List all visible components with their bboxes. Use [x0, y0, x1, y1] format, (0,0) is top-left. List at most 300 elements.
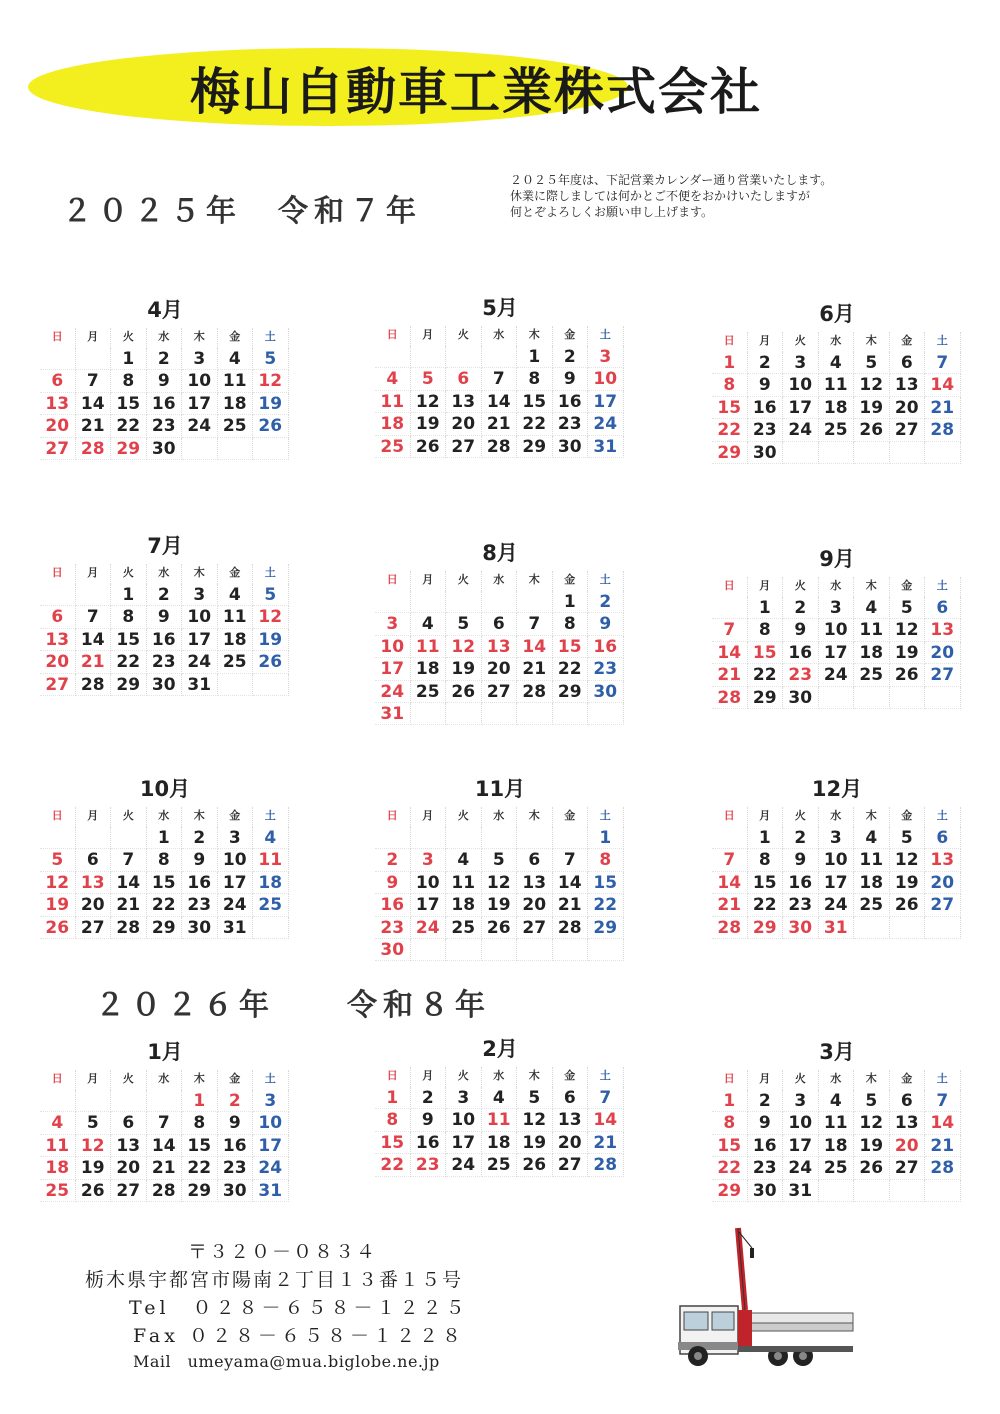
weekday-header: 月: [411, 571, 447, 591]
day-cell: 12: [76, 1135, 112, 1157]
tel-number: ０２８－６５８－１２２５: [192, 1297, 469, 1319]
day-cell: 11: [819, 1112, 855, 1134]
day-cell: 26: [40, 917, 76, 939]
empty-cell: [925, 917, 961, 939]
day-cell: 5: [411, 368, 447, 390]
day-cell: 20: [446, 413, 482, 435]
weekday-header: 水: [482, 326, 518, 346]
day-cell: 12: [890, 849, 926, 871]
day-cell: 10: [218, 849, 254, 871]
day-cell: 22: [111, 651, 147, 673]
day-cell: 10: [783, 374, 819, 396]
day-cell: 23: [588, 658, 624, 680]
empty-cell: [40, 827, 76, 849]
weekday-header: 土: [253, 807, 289, 827]
day-cell: 5: [890, 827, 926, 849]
day-cell: 25: [375, 436, 411, 458]
day-cell: 31: [819, 917, 855, 939]
weekday-header: 水: [819, 807, 855, 827]
day-cell: 11: [482, 1109, 518, 1131]
weekday-header: 火: [783, 807, 819, 827]
day-cell: 27: [517, 917, 553, 939]
month-title: 7月: [147, 534, 183, 558]
day-cell: 9: [588, 613, 624, 635]
day-cell: 8: [111, 606, 147, 628]
day-cell: 17: [253, 1135, 289, 1157]
day-cell: 28: [925, 419, 961, 441]
day-cell: 10: [411, 872, 447, 894]
day-cell: 6: [40, 370, 76, 392]
day-cell: 11: [819, 374, 855, 396]
day-cell: 2: [748, 352, 784, 374]
day-cell: 5: [76, 1112, 112, 1134]
day-cell: 28: [482, 436, 518, 458]
day-cell: 3: [411, 849, 447, 871]
day-cell: 23: [147, 415, 183, 437]
street-address: 栃木県宇都宮市陽南２丁目１３番１５号: [85, 1269, 464, 1291]
day-cell: 30: [748, 442, 784, 464]
day-cell: 8: [147, 849, 183, 871]
phone-line: [85, 1293, 555, 1321]
day-cell: 15: [748, 642, 784, 664]
day-cell: 28: [76, 674, 112, 696]
day-cell: 27: [890, 1157, 926, 1179]
weekday-header: 水: [147, 564, 183, 584]
day-cell: 18: [854, 872, 890, 894]
empty-cell: [482, 591, 518, 613]
weekday-header: 木: [182, 807, 218, 827]
day-cell: 26: [890, 664, 926, 686]
day-cell: 9: [748, 374, 784, 396]
day-cell: 23: [411, 1154, 447, 1176]
day-cell: 23: [182, 894, 218, 916]
weekday-header: 金: [553, 1067, 589, 1087]
postal-code: 〒３２０－０８３４: [188, 1241, 378, 1263]
empty-cell: [446, 827, 482, 849]
month-grid: [712, 807, 962, 939]
day-cell: 22: [588, 894, 624, 916]
weekday-header: 火: [111, 328, 147, 348]
day-cell: 17: [783, 1135, 819, 1157]
empty-cell: [111, 1090, 147, 1112]
day-cell: 14: [553, 872, 589, 894]
day-cell: 21: [147, 1157, 183, 1179]
day-cell: 5: [890, 597, 926, 619]
day-cell: 3: [253, 1090, 289, 1112]
day-cell: 10: [253, 1112, 289, 1134]
day-cell: 12: [446, 636, 482, 658]
month-title: 8月: [482, 541, 518, 565]
day-cell: 28: [517, 681, 553, 703]
empty-cell: [40, 584, 76, 606]
weekday-header: 日: [40, 1070, 76, 1090]
month-calendar: [375, 537, 625, 725]
day-cell: 15: [111, 393, 147, 415]
empty-cell: [890, 917, 926, 939]
day-cell: 29: [517, 436, 553, 458]
weekday-header: 月: [76, 807, 112, 827]
day-cell: 15: [553, 636, 589, 658]
day-cell: 24: [819, 894, 855, 916]
day-cell: 28: [712, 687, 748, 709]
day-cell: 18: [40, 1157, 76, 1179]
day-cell: 2: [588, 591, 624, 613]
day-cell: 19: [890, 872, 926, 894]
empty-cell: [925, 687, 961, 709]
day-cell: 21: [517, 658, 553, 680]
day-cell: 20: [925, 872, 961, 894]
day-cell: 11: [446, 872, 482, 894]
day-cell: 9: [182, 849, 218, 871]
empty-cell: [783, 442, 819, 464]
weekday-header: 土: [253, 1070, 289, 1090]
day-cell: 29: [111, 674, 147, 696]
day-cell: 19: [890, 642, 926, 664]
day-cell: 31: [218, 917, 254, 939]
weekday-header: 土: [925, 807, 961, 827]
empty-cell: [76, 584, 112, 606]
day-cell: 27: [446, 436, 482, 458]
day-cell: 7: [147, 1112, 183, 1134]
day-cell: 20: [553, 1132, 589, 1154]
month-title: 9月: [819, 547, 855, 571]
month-calendar: [40, 1036, 290, 1202]
day-cell: 23: [783, 894, 819, 916]
weekday-header: 日: [375, 326, 411, 346]
day-cell: 28: [553, 917, 589, 939]
weekday-header: 木: [517, 1067, 553, 1087]
month-calendar: [375, 773, 625, 961]
day-cell: 15: [712, 397, 748, 419]
day-cell: 15: [182, 1135, 218, 1157]
empty-cell: [375, 346, 411, 368]
day-cell: 16: [375, 894, 411, 916]
empty-cell: [482, 703, 518, 725]
weekday-header: 木: [517, 807, 553, 827]
month-title: 4月: [147, 298, 183, 322]
weekday-header: 火: [111, 564, 147, 584]
day-cell: 28: [712, 917, 748, 939]
notice-line: 休業に際しましては何かとご不便をおかけいたしますが: [510, 189, 811, 203]
day-cell: 3: [783, 352, 819, 374]
day-cell: 29: [588, 917, 624, 939]
day-cell: 5: [253, 348, 289, 370]
day-cell: 9: [411, 1109, 447, 1131]
day-cell: 16: [147, 393, 183, 415]
fax-number: ０２８－６５８－１２２８: [188, 1325, 465, 1347]
day-cell: 28: [588, 1154, 624, 1176]
day-cell: 31: [588, 436, 624, 458]
day-cell: 19: [253, 393, 289, 415]
weekday-header: 土: [588, 571, 624, 591]
day-cell: 23: [783, 664, 819, 686]
day-cell: 14: [76, 393, 112, 415]
day-cell: 12: [482, 872, 518, 894]
weekday-header: 木: [182, 328, 218, 348]
day-cell: 24: [182, 415, 218, 437]
day-cell: 9: [375, 872, 411, 894]
empty-cell: [890, 1180, 926, 1202]
day-cell: 5: [517, 1087, 553, 1109]
day-cell: 12: [40, 872, 76, 894]
day-cell: 24: [253, 1157, 289, 1179]
day-cell: 26: [253, 651, 289, 673]
day-cell: 7: [111, 849, 147, 871]
day-cell: 3: [182, 348, 218, 370]
day-cell: 24: [783, 419, 819, 441]
day-cell: 24: [783, 1157, 819, 1179]
empty-cell: [375, 827, 411, 849]
day-cell: 23: [748, 419, 784, 441]
day-cell: 16: [588, 636, 624, 658]
day-cell: 21: [925, 397, 961, 419]
weekday-header: 土: [925, 332, 961, 352]
day-cell: 8: [748, 619, 784, 641]
day-cell: 24: [411, 917, 447, 939]
day-cell: 17: [819, 872, 855, 894]
day-cell: 22: [553, 658, 589, 680]
mail-label: Mail: [133, 1352, 172, 1371]
month-calendar: [375, 292, 625, 458]
weekday-header: 土: [253, 564, 289, 584]
year-title-2026: ２０２６年 令和８年: [95, 988, 491, 1023]
empty-cell: [553, 703, 589, 725]
day-cell: 29: [748, 687, 784, 709]
day-cell: 26: [411, 436, 447, 458]
day-cell: 25: [446, 917, 482, 939]
day-cell: 2: [182, 827, 218, 849]
day-cell: 12: [411, 391, 447, 413]
month-title: 10月: [139, 777, 191, 801]
empty-cell: [253, 674, 289, 696]
empty-cell: [890, 687, 926, 709]
day-cell: 19: [854, 397, 890, 419]
day-cell: 17: [588, 391, 624, 413]
day-cell: 19: [411, 413, 447, 435]
day-cell: 12: [517, 1109, 553, 1131]
empty-cell: [482, 827, 518, 849]
day-cell: 2: [783, 597, 819, 619]
day-cell: 20: [890, 397, 926, 419]
weekday-header: 木: [182, 564, 218, 584]
day-cell: 30: [553, 436, 589, 458]
tel-label: Tel: [129, 1297, 170, 1319]
day-cell: 28: [925, 1157, 961, 1179]
weekday-header: 金: [218, 328, 254, 348]
day-cell: 6: [76, 849, 112, 871]
day-cell: 7: [482, 368, 518, 390]
day-cell: 30: [182, 917, 218, 939]
day-cell: 11: [411, 636, 447, 658]
weekday-header: 火: [783, 577, 819, 597]
day-cell: 6: [482, 613, 518, 635]
crane-truck-image: [668, 1218, 858, 1378]
day-cell: 1: [375, 1087, 411, 1109]
day-cell: 11: [854, 619, 890, 641]
day-cell: 16: [553, 391, 589, 413]
day-cell: 2: [375, 849, 411, 871]
weekday-header: 金: [890, 332, 926, 352]
day-cell: 9: [218, 1112, 254, 1134]
weekday-header: 土: [925, 1070, 961, 1090]
empty-cell: [482, 939, 518, 961]
day-cell: 27: [553, 1154, 589, 1176]
day-cell: 14: [712, 872, 748, 894]
empty-cell: [446, 939, 482, 961]
weekday-header: 水: [482, 807, 518, 827]
day-cell: 6: [890, 352, 926, 374]
day-cell: 29: [147, 917, 183, 939]
day-cell: 2: [783, 827, 819, 849]
day-cell: 6: [925, 827, 961, 849]
day-cell: 11: [218, 370, 254, 392]
day-cell: 4: [819, 1090, 855, 1112]
empty-cell: [588, 703, 624, 725]
mail-line: [85, 1349, 555, 1375]
day-cell: 29: [712, 1180, 748, 1202]
day-cell: 18: [819, 397, 855, 419]
month-grid: [40, 328, 290, 460]
weekday-header: 日: [375, 571, 411, 591]
weekday-header: 木: [854, 807, 890, 827]
empty-cell: [925, 1180, 961, 1202]
day-cell: 30: [375, 939, 411, 961]
day-cell: 25: [218, 651, 254, 673]
empty-cell: [76, 1090, 112, 1112]
month-calendar: [712, 298, 962, 464]
day-cell: 21: [712, 894, 748, 916]
day-cell: 7: [517, 613, 553, 635]
empty-cell: [411, 939, 447, 961]
day-cell: 6: [553, 1087, 589, 1109]
weekday-header: 金: [890, 577, 926, 597]
day-cell: 3: [783, 1090, 819, 1112]
fax-line: [85, 1321, 555, 1349]
empty-cell: [446, 346, 482, 368]
day-cell: 1: [712, 1090, 748, 1112]
empty-cell: [588, 939, 624, 961]
day-cell: 1: [553, 591, 589, 613]
weekday-header: 金: [553, 326, 589, 346]
day-cell: 24: [218, 894, 254, 916]
day-cell: 30: [783, 687, 819, 709]
weekday-header: 土: [588, 326, 624, 346]
empty-cell: [411, 827, 447, 849]
day-cell: 21: [111, 894, 147, 916]
day-cell: 4: [218, 348, 254, 370]
weekday-header: 火: [446, 1067, 482, 1087]
weekday-header: 月: [76, 1070, 112, 1090]
month-title: 1月: [147, 1040, 183, 1064]
day-cell: 4: [375, 368, 411, 390]
empty-cell: [40, 348, 76, 370]
day-cell: 3: [819, 827, 855, 849]
day-cell: 18: [446, 894, 482, 916]
month-grid: [375, 571, 625, 725]
day-cell: 31: [375, 703, 411, 725]
day-cell: 17: [182, 629, 218, 651]
day-cell: 13: [482, 636, 518, 658]
day-cell: 19: [446, 658, 482, 680]
day-cell: 4: [446, 849, 482, 871]
empty-cell: [517, 827, 553, 849]
empty-cell: [712, 597, 748, 619]
day-cell: 26: [446, 681, 482, 703]
day-cell: 10: [446, 1109, 482, 1131]
empty-cell: [411, 703, 447, 725]
day-cell: 20: [925, 642, 961, 664]
weekday-header: 水: [147, 328, 183, 348]
day-cell: 28: [76, 438, 112, 460]
day-cell: 13: [553, 1109, 589, 1131]
day-cell: 10: [588, 368, 624, 390]
month-title: 12月: [811, 777, 863, 801]
day-cell: 19: [482, 894, 518, 916]
day-cell: 10: [182, 370, 218, 392]
empty-cell: [819, 442, 855, 464]
weekday-header: 月: [76, 328, 112, 348]
day-cell: 8: [375, 1109, 411, 1131]
day-cell: 1: [111, 584, 147, 606]
day-cell: 27: [890, 419, 926, 441]
day-cell: 7: [76, 370, 112, 392]
day-cell: 10: [182, 606, 218, 628]
day-cell: 13: [925, 619, 961, 641]
day-cell: 21: [588, 1132, 624, 1154]
month-calendar: [712, 543, 962, 709]
day-cell: 14: [76, 629, 112, 651]
day-cell: 8: [553, 613, 589, 635]
day-cell: 27: [925, 894, 961, 916]
weekday-header: 月: [748, 332, 784, 352]
weekday-header: 日: [712, 807, 748, 827]
day-cell: 4: [819, 352, 855, 374]
empty-cell: [446, 591, 482, 613]
day-cell: 7: [588, 1087, 624, 1109]
day-cell: 23: [553, 413, 589, 435]
day-cell: 22: [712, 419, 748, 441]
day-cell: 29: [748, 917, 784, 939]
day-cell: 21: [482, 413, 518, 435]
day-cell: 14: [925, 1112, 961, 1134]
day-cell: 21: [925, 1135, 961, 1157]
month-calendar: [40, 294, 290, 460]
weekday-header: 水: [482, 1067, 518, 1087]
day-cell: 10: [375, 636, 411, 658]
weekday-header: 日: [712, 332, 748, 352]
month-grid: [712, 577, 962, 709]
day-cell: 28: [111, 917, 147, 939]
day-cell: 12: [890, 619, 926, 641]
day-cell: 13: [890, 1112, 926, 1134]
day-cell: 31: [783, 1180, 819, 1202]
day-cell: 17: [783, 397, 819, 419]
weekday-header: 日: [40, 807, 76, 827]
day-cell: 13: [40, 393, 76, 415]
weekday-header: 火: [111, 807, 147, 827]
day-cell: 13: [76, 872, 112, 894]
day-cell: 7: [712, 619, 748, 641]
month-grid: [375, 326, 625, 458]
month-calendar: [40, 773, 290, 939]
day-cell: 18: [218, 393, 254, 415]
day-cell: 29: [182, 1180, 218, 1202]
day-cell: 3: [218, 827, 254, 849]
day-cell: 3: [446, 1087, 482, 1109]
notice-line: 何とぞよろしくお願い申し上げます。: [510, 205, 714, 219]
day-cell: 23: [218, 1157, 254, 1179]
day-cell: 19: [517, 1132, 553, 1154]
